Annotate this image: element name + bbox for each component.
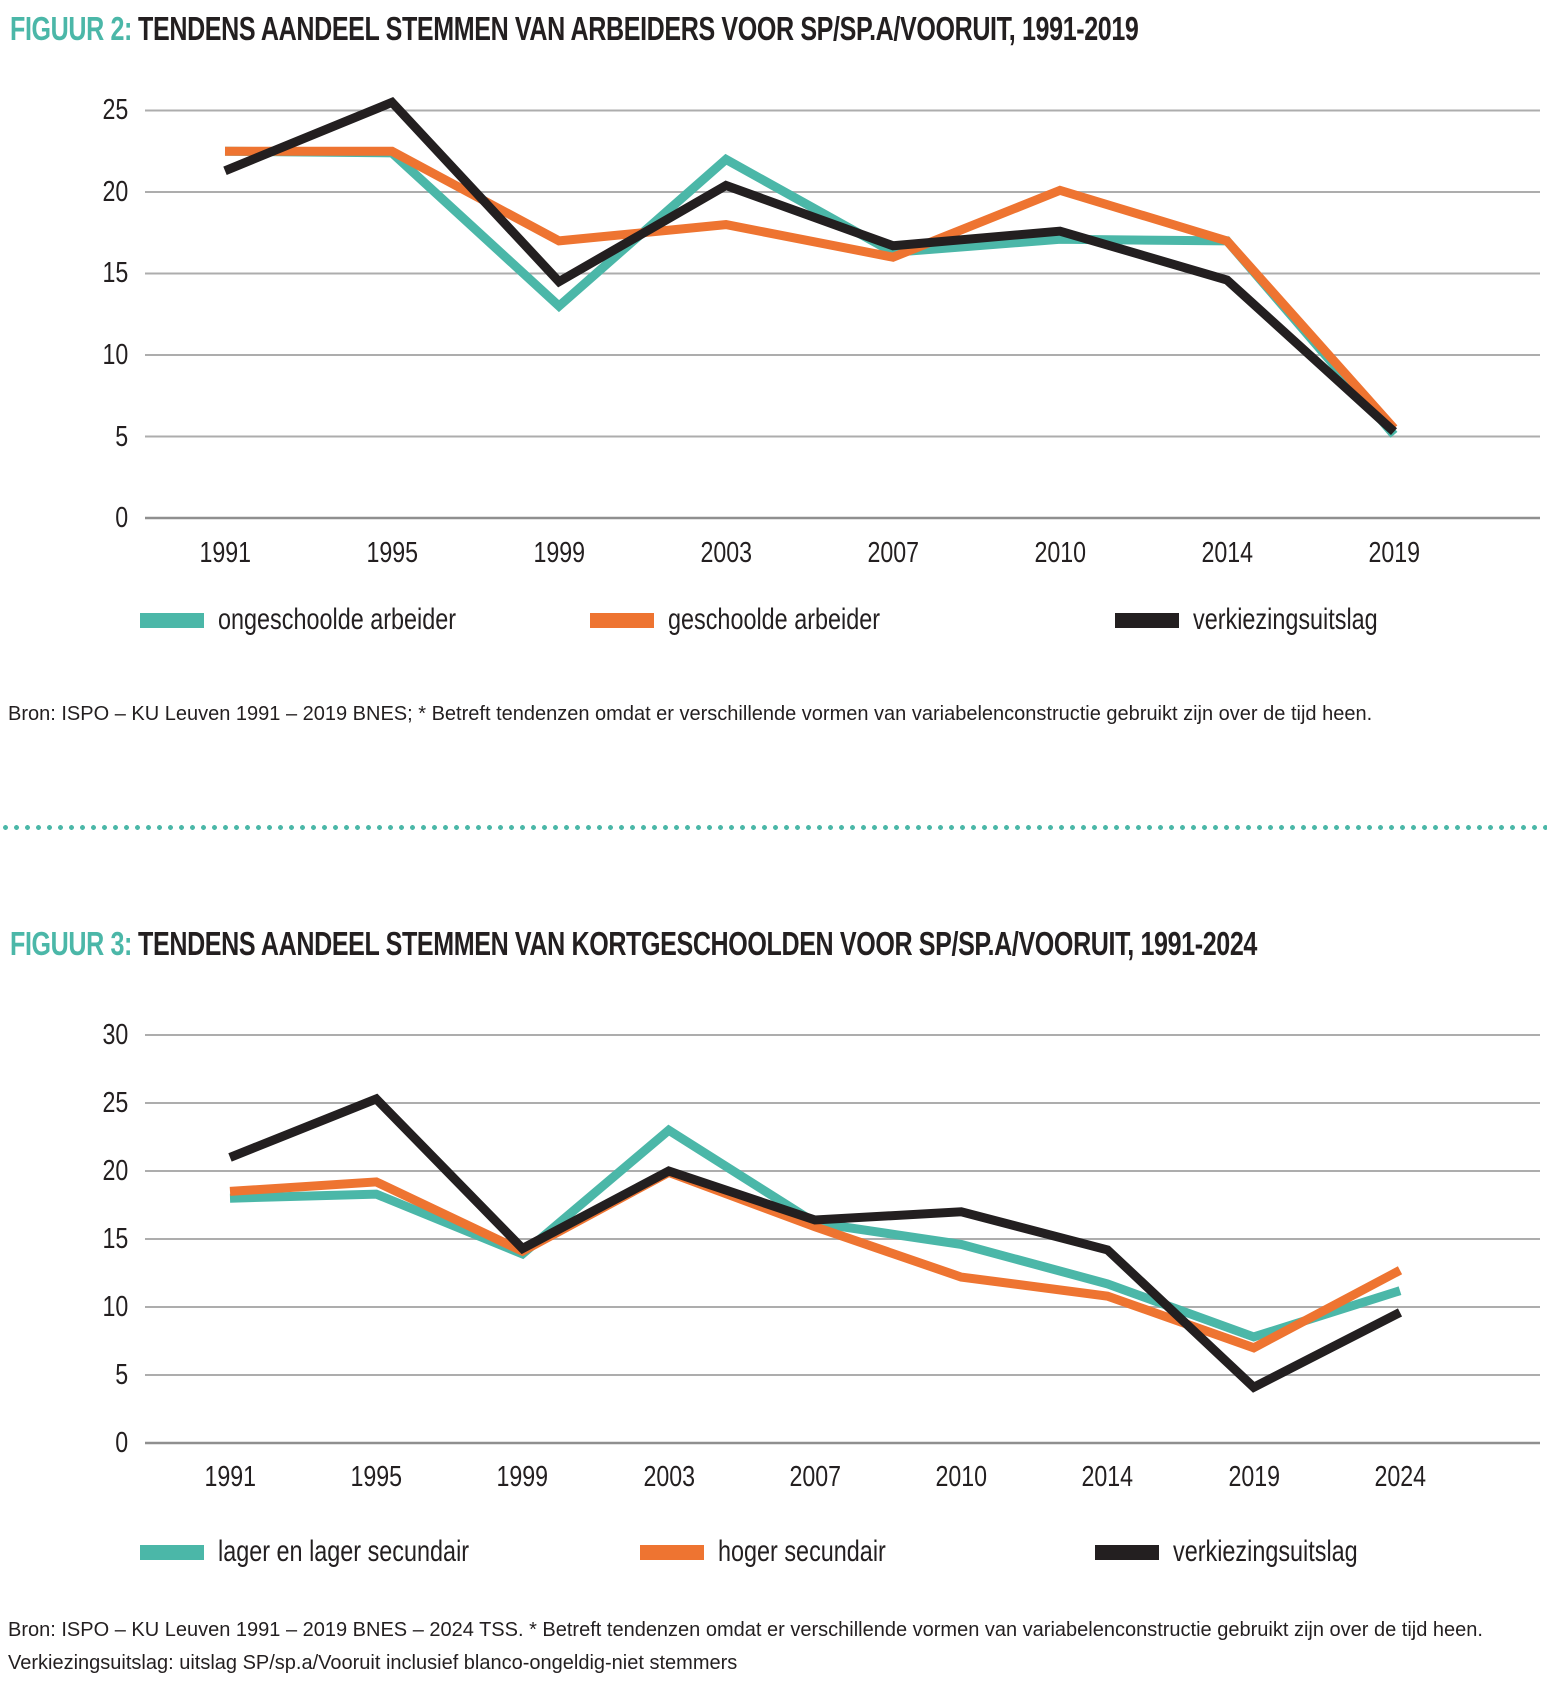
y-tick-label: 0 [115, 1427, 128, 1459]
figure-3-title [10, 925, 1547, 963]
x-tick-label: 1995 [366, 537, 418, 569]
x-tick-label: 1999 [533, 537, 585, 569]
series-line-hoger-secundair [230, 1172, 1400, 1347]
black-legend-swatch [1115, 613, 1179, 628]
y-tick-label: 10 [102, 339, 128, 371]
x-tick-label: 1991 [199, 537, 251, 569]
y-tick-label: 5 [115, 421, 128, 453]
legend-label: geschoolde arbeider [668, 603, 881, 636]
x-tick-label: 1995 [350, 1461, 402, 1493]
legend-item-geschoolde-arbeider [590, 605, 940, 635]
x-tick-label: 2014 [1201, 537, 1253, 569]
legend-item-lager-en-lager-secundair [140, 1537, 540, 1567]
dotted-divider [0, 825, 1547, 830]
figure-3-source-note-line-1: Bron: ISPO – KU Leuven 1991 – 2019 BNES – 2024 TSS. * Betreft tendenzen omdat er verschillende vormen van variabelenconstructie gebruikt zijn over de tijd heen. [8, 1619, 1483, 1641]
legend-item-ongeschoolde-arbeider [140, 605, 523, 635]
x-tick-label: 2003 [700, 537, 752, 569]
orange-legend-swatch [590, 613, 654, 628]
series-line-verkiezingsuitslag [230, 1099, 1400, 1387]
y-tick-label: 15 [102, 257, 128, 289]
black-legend-swatch [1095, 1545, 1159, 1560]
legend-label: verkiezingsuitslag [1173, 1535, 1358, 1568]
figure-2-title-text: TENDENS AANDEEL STEMMEN VAN ARBEIDERS VOOR SP/SP.A/VOORUIT, 1991-2019 [138, 10, 1139, 47]
y-tick-label: 0 [115, 502, 128, 534]
legend-label: lager en lager secundair [218, 1535, 470, 1568]
y-tick-label: 20 [102, 176, 128, 208]
series-line-lager-en-lager-secundair [230, 1130, 1400, 1337]
x-tick-label: 2014 [1081, 1461, 1133, 1493]
y-tick-label: 5 [115, 1359, 128, 1391]
legend-label: ongeschoolde arbeider [218, 603, 457, 636]
x-tick-label: 2007 [789, 1461, 841, 1493]
figure-3-title-text: TENDENS AANDEEL STEMMEN VAN KORTGESCHOOLDEN VOOR SP/SP.A/VOORUIT, 1991-2024 [138, 925, 1257, 962]
figure-2-title [10, 10, 1495, 48]
y-tick-label: 25 [102, 1087, 128, 1119]
orange-legend-swatch [640, 1545, 704, 1560]
legend-item-verkiezingsuitslag [1115, 605, 1430, 635]
arbeiders-line-chart [0, 60, 1547, 580]
legend-item-hoger-secundair [640, 1537, 933, 1567]
legend-label: hoger secundair [718, 1535, 886, 1568]
y-tick-label: 30 [102, 1019, 128, 1051]
legend-item-verkiezingsuitslag [1095, 1537, 1410, 1567]
x-tick-label: 2003 [643, 1461, 695, 1493]
figure-3-source-note-line-2: Verkiezingsuitslag: uitslag SP/sp.a/Vooruit inclusief blanco-ongeldig-niet stemmers [8, 1652, 738, 1674]
x-tick-label: 2010 [1034, 537, 1086, 569]
y-tick-label: 20 [102, 1155, 128, 1187]
y-tick-label: 10 [102, 1291, 128, 1323]
x-tick-label: 1999 [496, 1461, 548, 1493]
x-tick-label: 2019 [1228, 1461, 1280, 1493]
series-line-ongeschoolde-arbeider [225, 151, 1394, 435]
figure-2-source-note: Bron: ISPO – KU Leuven 1991 – 2019 BNES; * Betreft tendenzen omdat er verschillende vormen van variabelenconstructie gebruikt zijn over de tijd heen. [8, 703, 1373, 725]
x-tick-label: 2010 [935, 1461, 987, 1493]
x-tick-label: 2007 [867, 537, 919, 569]
x-tick-label: 2019 [1368, 537, 1420, 569]
figure-2-label: FIGUUR 2: [10, 10, 132, 47]
x-tick-label: 2024 [1374, 1461, 1426, 1493]
y-tick-label: 15 [102, 1223, 128, 1255]
kortgeschoolden-line-chart [0, 975, 1547, 1475]
legend-label: verkiezingsuitslag [1193, 603, 1378, 636]
y-tick-label: 25 [102, 94, 128, 126]
teal-legend-swatch [140, 1545, 204, 1560]
x-tick-label: 1991 [204, 1461, 256, 1493]
teal-legend-swatch [140, 613, 204, 628]
figure-3-label: FIGUUR 3: [10, 925, 132, 962]
